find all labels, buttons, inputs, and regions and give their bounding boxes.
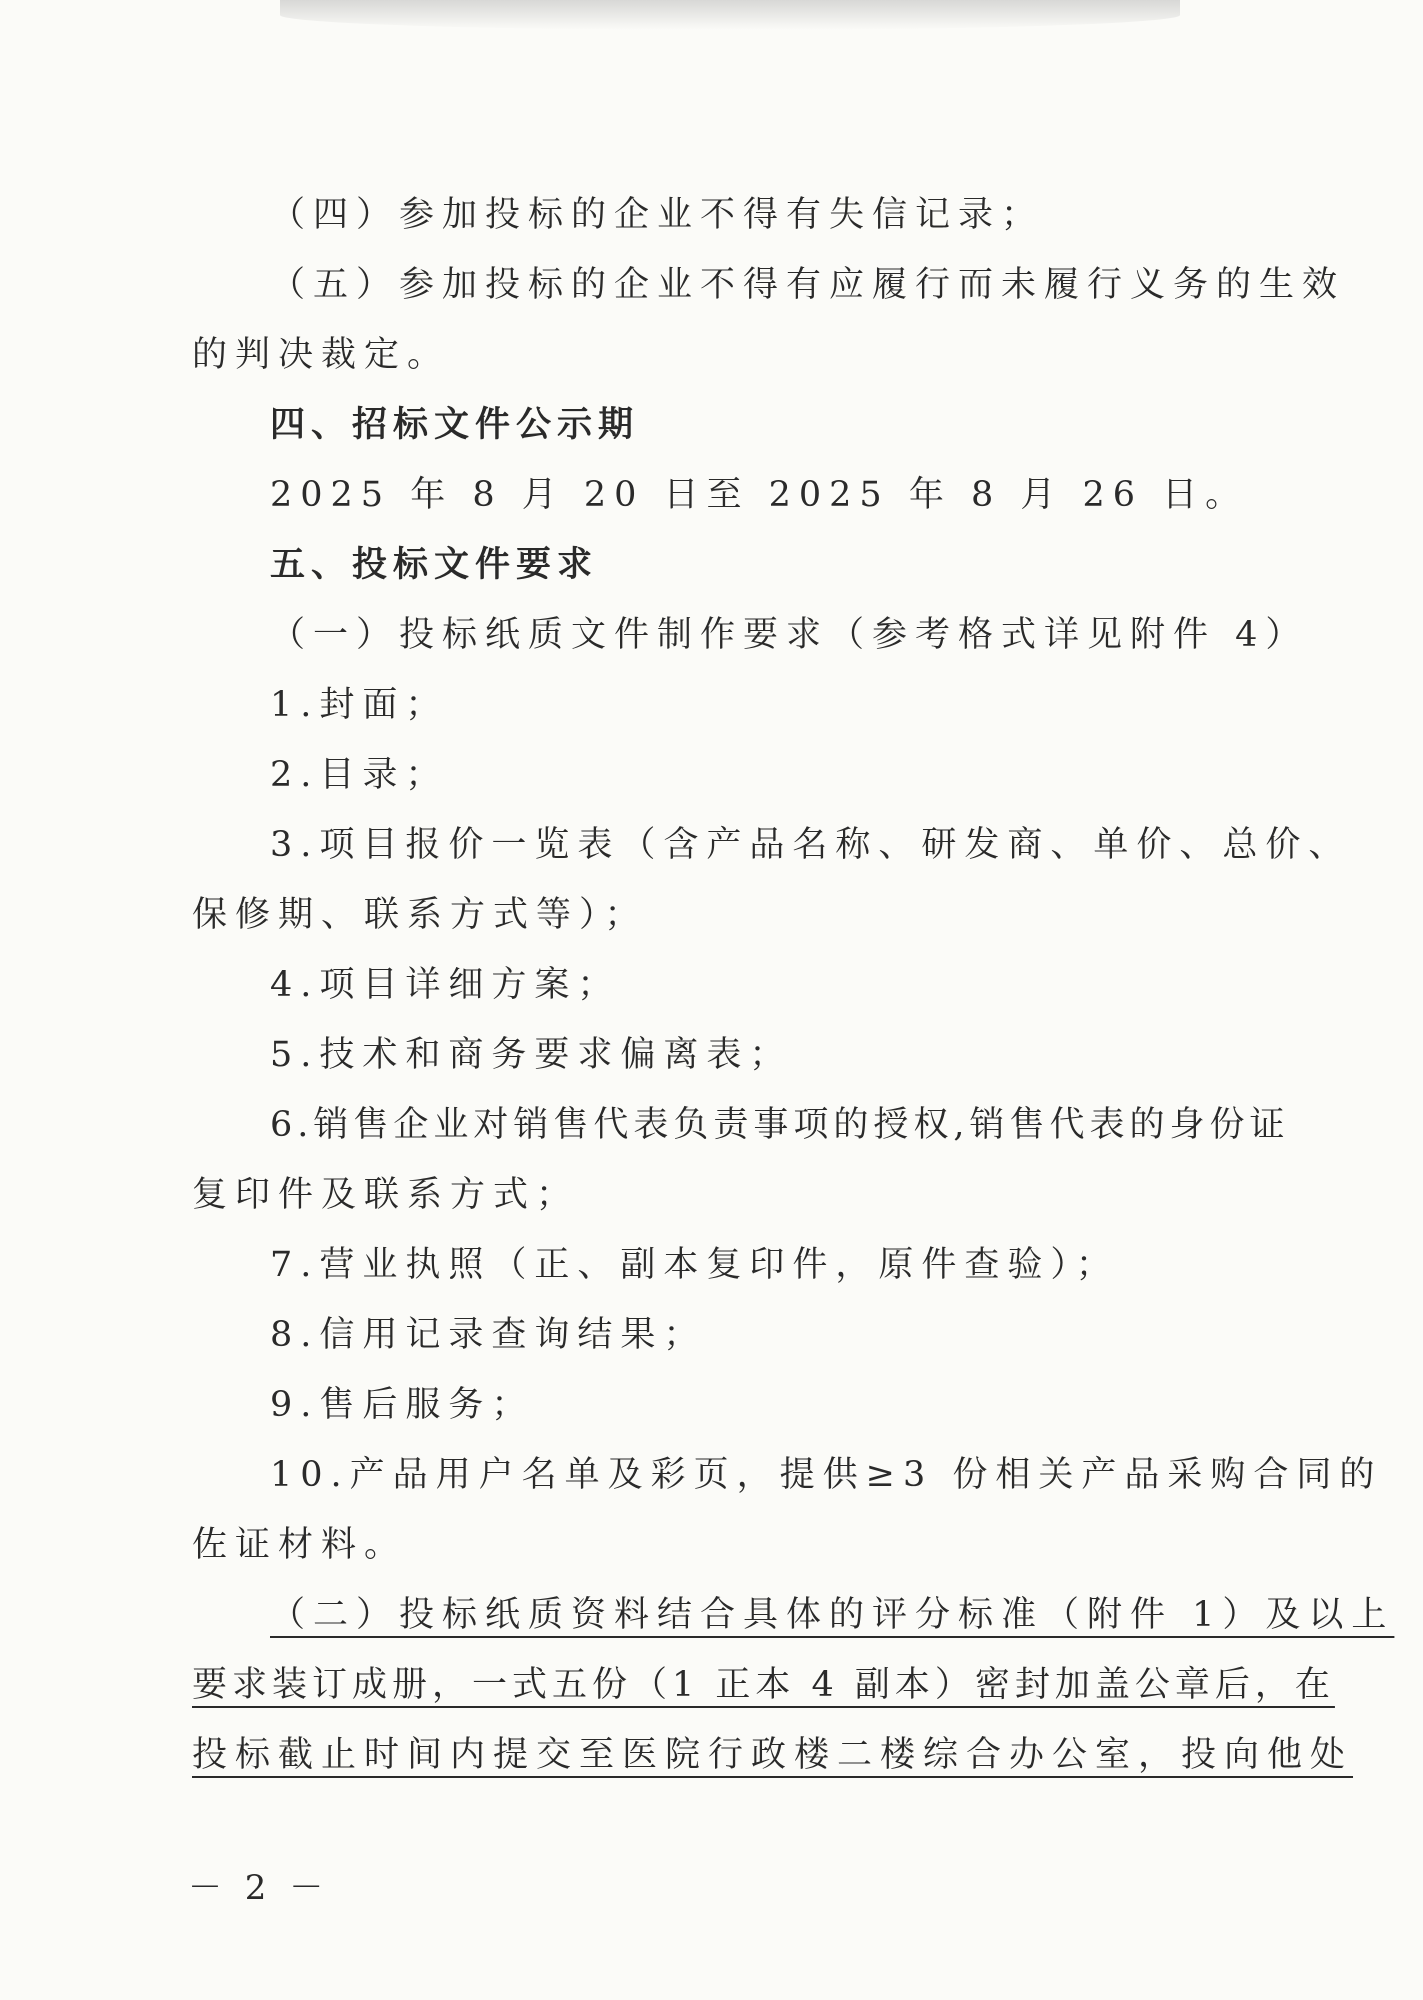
page-number: － 2 － bbox=[188, 1868, 330, 1908]
list-item-7: 7.营业执照（正、副本复印件，原件查验）； bbox=[270, 1245, 1119, 1285]
clause-5-line-2: 的判决裁定。 bbox=[192, 335, 451, 375]
list-item-4: 4.项目详细方案； bbox=[270, 965, 621, 1005]
list-item-6-line-2: 复印件及联系方式； bbox=[192, 1175, 580, 1215]
list-item-3-line-2: 保修期、联系方式等）； bbox=[192, 895, 648, 935]
scan-shadow bbox=[280, 0, 1180, 30]
list-item-1: 1.封面； bbox=[270, 685, 449, 725]
publicity-period: 2025 年 8 月 20 日至 2025 年 8 月 26 日。 bbox=[270, 475, 1249, 515]
subsection-2-line-2: 要求装订成册，一式五份（1 正本 4 副本）密封加盖公章后，在 bbox=[192, 1665, 1335, 1705]
list-item-2: 2.目录； bbox=[270, 755, 449, 795]
section-heading-4: 四、招标文件公示期 bbox=[270, 405, 640, 445]
subsection-2-line-1: （二）投标纸质资料结合具体的评分标准（附件 1）及以上 bbox=[270, 1595, 1395, 1635]
subsection-2-line-3: 投标截止时间内提交至医院行政楼二楼综合办公室，投向他处 bbox=[192, 1735, 1354, 1775]
list-item-5: 5.技术和商务要求偏离表； bbox=[270, 1035, 793, 1075]
section-heading-5: 五、投标文件要求 bbox=[270, 545, 599, 585]
list-item-10-line-2: 佐证材料。 bbox=[192, 1525, 408, 1565]
list-item-9: 9.售后服务； bbox=[270, 1385, 535, 1425]
subsection-1-heading: （一）投标纸质文件制作要求（参考格式详见附件 4） bbox=[270, 615, 1309, 655]
clause-5-line-1: （五）参加投标的企业不得有应履行而未履行义务的生效 bbox=[270, 265, 1346, 305]
list-item-8: 8.信用记录查询结果； bbox=[270, 1315, 707, 1355]
list-item-3-line-1: 3.项目报价一览表（含产品名称、研发商、单价、总价、 bbox=[270, 825, 1352, 865]
list-item-10-line-1: 10.产品用户名单及彩页，提供≥3 份相关产品采购合同的 bbox=[270, 1455, 1383, 1495]
clause-4: （四）参加投标的企业不得有失信记录； bbox=[270, 195, 1045, 235]
list-item-6-line-1: 6.销售企业对销售代表负责事项的授权,销售代表的身份证 bbox=[270, 1105, 1290, 1145]
